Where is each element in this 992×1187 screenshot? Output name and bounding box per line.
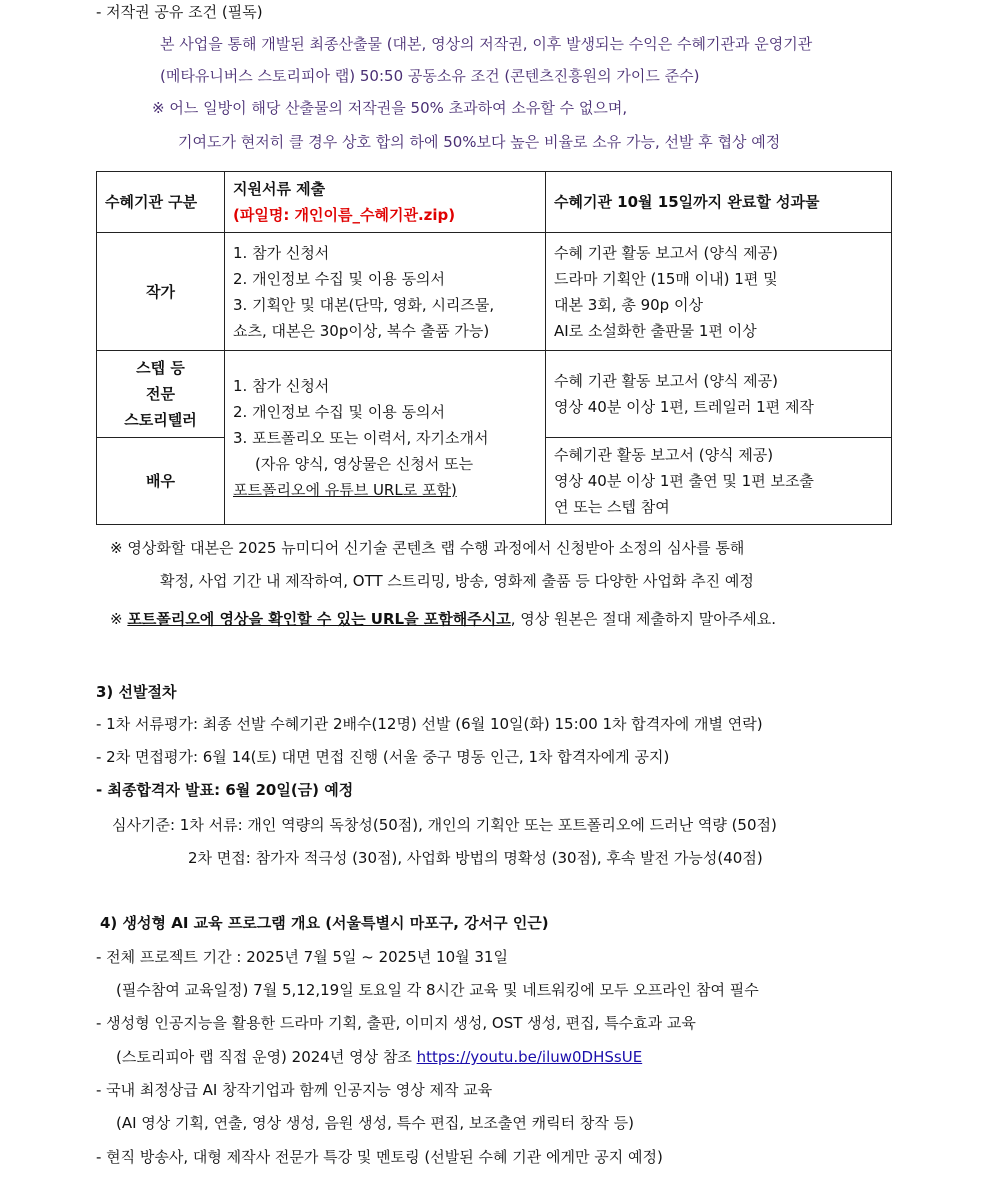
- education-period: - 전체 프로젝트 기간 : 2025년 7월 5일 ~ 2025년 10월 31일: [96, 948, 508, 966]
- writer-output-item: 드라마 기획안 (15매 이내) 1편 및: [554, 269, 778, 288]
- writer-output-item: 대본 3회, 총 90p 이상: [554, 295, 703, 314]
- staff-output-item: 영상 40분 이상 1편, 트레일러 1편 제작: [554, 398, 814, 416]
- staff-output-item: 수혜 기관 활동 보고서 (양식 제공): [554, 372, 778, 390]
- writer-documents: [225, 233, 546, 351]
- education-schedule: (필수참여 교육일정) 7월 5,12,19일 토요일 각 8시간 교육 및 네트워킹에 모두 오프라인 참여 필수: [116, 981, 759, 999]
- table-row-writer: [97, 233, 892, 351]
- staff-outputs: [546, 351, 892, 438]
- selection-step-1: - 1차 서류평가: 최종 선발 수혜기관 2배수(12명) 선발 (6월 10일(화) 15:00 1차 합격자에 개별 연락): [96, 715, 763, 733]
- actor-outputs: [546, 438, 892, 525]
- note-2-emphasis: 포트폴리오에 영상을 확인할 수 있는 URL을 포함해주시고: [127, 610, 511, 628]
- selection-criteria-1: 심사기준: 1차 서류: 개인 역량의 독창성(50점), 개인의 기획안 또는 포트폴리오에 드러난 역량 (50점): [112, 816, 777, 834]
- copyright-heading: - 저작권 공유 조건 (필독): [96, 3, 263, 21]
- selection-heading: 3) 선발절차: [96, 683, 177, 701]
- table-row-staff: [97, 351, 892, 438]
- actor-output-item: 연 또는 스텝 참여: [554, 498, 670, 516]
- shared-doc-item: (자유 양식, 영상물은 신청서 또는: [255, 454, 474, 473]
- actor-output-item: 수혜기관 활동 보고서 (양식 제공): [554, 446, 774, 464]
- header-documents-title: 지원서류 제출: [233, 180, 326, 198]
- shared-doc-item: 2. 개인정보 수집 및 이용 동의서: [233, 402, 446, 421]
- shared-documents: [225, 351, 546, 525]
- note-1-line-1: ※ 영상화할 대본은 2025 뉴미디어 신기술 콘텐츠 랩 수행 과정에서 신청받아 소정의 심사를 통해: [110, 539, 745, 557]
- education-item-1: - 생성형 인공지능을 활용한 드라마 기획, 출판, 이미지 생성, OST 생성, 편집, 특수효과 교육: [96, 1014, 696, 1032]
- shared-doc-item: 3. 포트폴리오 또는 이력서, 자기소개서: [233, 428, 489, 447]
- writer-outputs: [546, 233, 892, 351]
- education-item-1-sub: [116, 1047, 642, 1067]
- table-header-row: [97, 172, 892, 233]
- education-item-2: - 국내 최정상급 AI 창작기업과 함께 인공지능 영상 제작 교육: [96, 1081, 493, 1099]
- writer-doc-item: 2. 개인정보 수집 및 이용 동의서: [233, 269, 446, 288]
- header-documents: [225, 172, 546, 233]
- category-writer: 작가: [97, 233, 225, 351]
- selection-step-3: - 최종합격자 발표: 6월 20일(금) 예정: [96, 781, 354, 799]
- category-staff-line: 전문: [146, 385, 175, 403]
- header-filename: (파일명: 개인이름_수혜기관.zip): [233, 206, 456, 224]
- note-2-rest: , 영상 원본은 절대 제출하지 말아주세요.: [510, 610, 776, 628]
- education-item-2-sub: (AI 영상 기획, 연출, 영상 생성, 음원 생성, 특수 편집, 보조출연 캐릭터 창작 등): [116, 1114, 634, 1132]
- note-2: [110, 609, 776, 629]
- education-heading: 4) 생성형 AI 교육 프로그램 개요 (서울특별시 마포구, 강서구 인근): [100, 914, 549, 932]
- writer-doc-item: 쇼츠, 대본은 30p이상, 복수 출품 가능): [233, 321, 490, 340]
- education-item-1-sub-text: (스토리피아 랩 직접 운영) 2024년 영상 참조: [116, 1048, 417, 1066]
- note-2-prefix: ※: [110, 610, 128, 628]
- copyright-line-2: (메타유니버스 스토리피아 랩) 50:50 공동소유 조건 (콘텐츠진흥원의 가이드 준수): [160, 67, 700, 85]
- education-item-3: - 현직 방송사, 대형 제작사 전문가 특강 및 멘토링 (선발된 수혜 기관 에게만 공지 예정): [96, 1148, 663, 1166]
- copyright-line-1: 본 사업을 통해 개발된 최종산출물 (대본, 영상의 저작권, 이후 발생되는 수익은 수혜기관과 운영기관: [160, 35, 813, 53]
- selection-criteria-2: 2차 면접: 참가자 적극성 (30점), 사업화 방법의 명확성 (30점), 후속 발전 가능성(40점): [188, 849, 763, 867]
- header-outputs: 수혜기관 10월 15일까지 완료할 성과물: [546, 172, 892, 233]
- copyright-note-1: ※ 어느 일방이 해당 산출물의 저작권을 50% 초과하여 소유할 수 없으며,: [152, 99, 628, 117]
- category-staff-line: 스토리텔러: [124, 411, 197, 429]
- header-category: 수혜기관 구분: [97, 172, 225, 233]
- writer-output-item: 수혜 기관 활동 보고서 (양식 제공): [554, 243, 778, 262]
- category-staff-line: 스텝 등: [136, 359, 185, 377]
- shared-doc-item: 1. 참가 신청서: [233, 376, 330, 395]
- selection-step-2: - 2차 면접평가: 6월 14(토) 대면 면접 진행 (서울 중구 명동 인근, 1차 합격자에게 공지): [96, 748, 670, 766]
- beneficiary-table: [96, 171, 892, 525]
- category-staff: [97, 351, 225, 438]
- category-actor: 배우: [97, 438, 225, 525]
- youtube-reference-link[interactable]: https://youtu.be/iluw0DHSsUE: [416, 1048, 643, 1066]
- actor-output-item: 영상 40분 이상 1편 출연 및 1편 보조출: [554, 472, 814, 490]
- copyright-note-2: 기여도가 현저히 클 경우 상호 합의 하에 50%보다 높은 비율로 소유 가능, 선발 후 협상 예정: [178, 133, 781, 151]
- writer-output-item: AI로 소설화한 출판물 1편 이상: [554, 321, 757, 340]
- shared-doc-item: 포트폴리오에 유튜브 URL로 포함): [233, 480, 457, 499]
- note-1-line-2: 확정, 사업 기간 내 제작하여, OTT 스트리밍, 방송, 영화제 출품 등 다양한 사업화 추진 예정: [160, 572, 754, 590]
- writer-doc-item: 3. 기획안 및 대본(단막, 영화, 시리즈물,: [233, 295, 495, 314]
- writer-doc-item: 1. 참가 신청서: [233, 243, 330, 262]
